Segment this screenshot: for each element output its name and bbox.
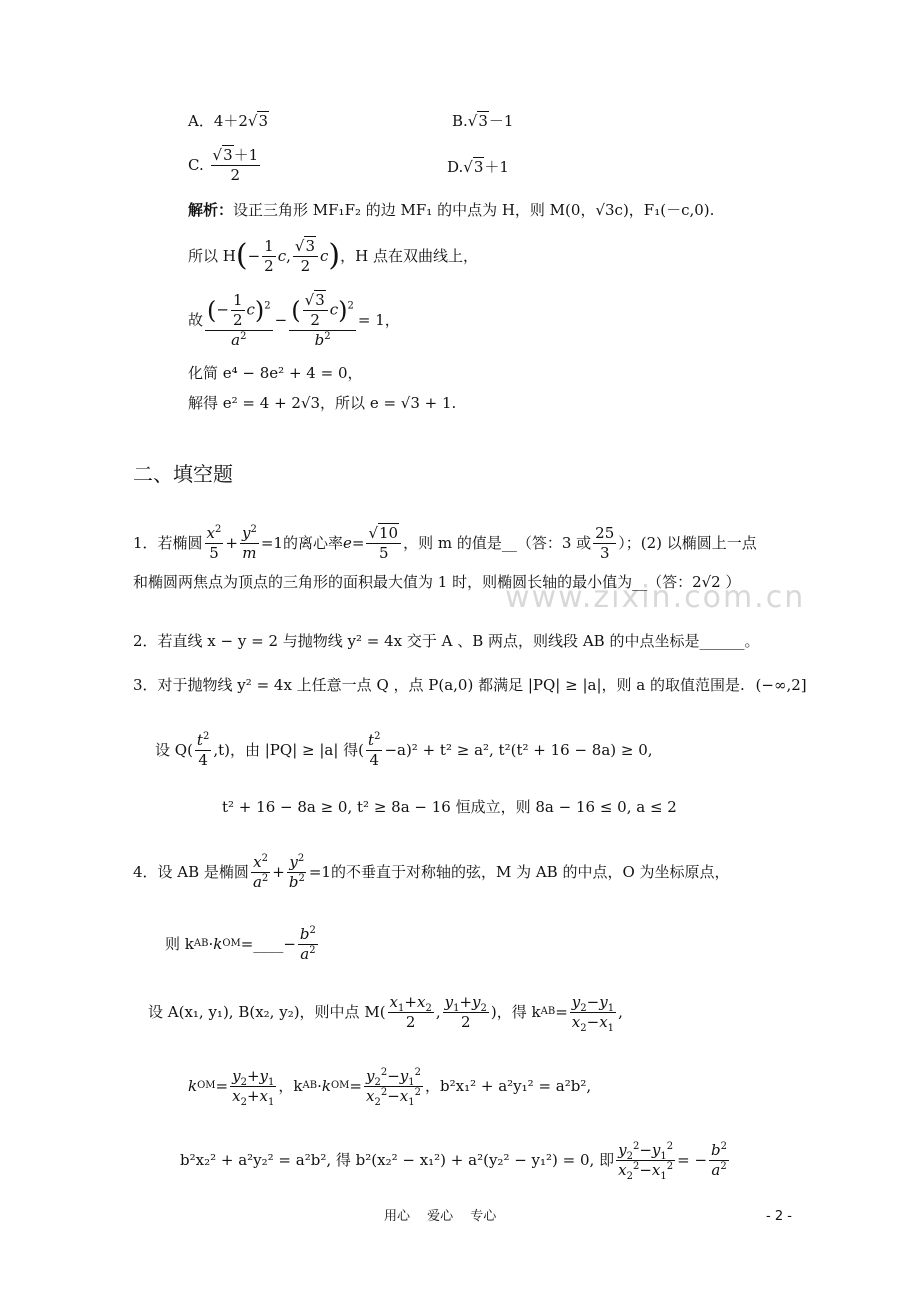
solution-line-1 (188, 203, 714, 218)
equation-fraction-left: (− $\frac{1}{2}$ c)$^2$ $a^2$ (207, 290, 271, 349)
solution-line-3: 故 (− $\frac{1}{2}$ c)$^2$ $a^2$ − ( $\frac{√3}{2}$ c)$^2$ $b^2$ = 1， (188, 290, 400, 349)
option-c-label: C. (188, 156, 204, 174)
q3-sol1-pre: 设 Q( (155, 740, 193, 759)
solution-text-3-post: = 1， (357, 310, 400, 329)
option-a: A．4＋2√3 (188, 112, 269, 130)
q4-solution-line-3: b²x₂² + a²y₂² = a²b², 得 b²(x₂² − x₁²) + a²(y₂² − y₁²) = 0, 即 $\frac{y_2^2-y_1^2}{x_2^2-x_1^2}$ = − $\frac{b^2}{a^2}$ (180, 1140, 728, 1182)
q4-solution-line-1: 设 A(x₁, y₁), B(x₂, y₂)，则中点 M( $\frac{x_1+x_2}{2}$ , $\frac{y_1+y_2}{2}$ )，得 k AB = $\frac{y_2-y_1}{x_2-x_1}$ , (148, 992, 623, 1034)
q1-line-1: 1．若椭圆 $\frac{x^2}{5}$ + $\frac{y^2}{m}$ =1 的离心率 e = $\frac{√10}{5}$ ，则 m 的值是__（答：3 或 $\frac{25}{3}$ ）；(2) 以椭圆上一点 (133, 523, 757, 562)
section-title: 二、填空题 (133, 462, 233, 486)
q1-line-2: 和椭圆两焦点为顶点的三角形的面积最大值为 1 时，则椭圆长轴的最小值为__（答：2√2 ） (133, 573, 741, 591)
q1-text-end: ）；(2) 以椭圆上一点 (618, 533, 757, 552)
q4-solution-line-2: k OM = $\frac{y_2+y_1}{x_2+x_1}$ ，k AB · k OM = $\frac{y_2^2-y_1^2}{x_2^2-x_1^2}$ ，b²x₁² + a²y₁² = a²b², (188, 1066, 592, 1108)
q3-sol1-post: ,t)，由 |PQ| ≥ |a| 得( (213, 740, 365, 759)
q4-sol3-pre: b²x₂² + a²y₂² = a²b², 得 b²(x₂² − x₁²) + a²(y₂² − y₁²) = 0, 即 (180, 1150, 615, 1169)
option-b: B.√3－1 (452, 112, 514, 130)
q3-sol1-end: −a)² + t² ≥ a², t²(t² + 16 − 8a) ≥ 0, (384, 740, 653, 759)
solution-label: 解析： (188, 201, 234, 219)
solution-line-4: 化简 e⁴ − 8e² + 4 = 0， (188, 364, 363, 382)
option-d-tail: ＋1 (484, 158, 509, 176)
q3-text: 3．对于抛物线 y² = 4x 上任意一点 Q ，点 P(a,0) 都满足 |PQ| ≥ |a|，则 a 的取值范围是. (133, 676, 745, 694)
q1-text-pre: 1．若椭圆 (133, 533, 203, 552)
option-c (188, 148, 262, 183)
q3-solution-line-1: 设 Q( $\frac{t^2}{4}$ ,t)，由 |PQ| ≥ |a| 得( $\frac{t^2}{4}$ −a)² + t² ≥ a², t²(t² + 16 − 8a) ≥ 0, (155, 730, 653, 769)
q3-solution-line-2: t² + 16 − 8a ≥ 0, t² ≥ 8a − 16 恒成立，则 8a − 16 ≤ 0, a ≤ 2 (222, 798, 677, 816)
option-b-radicand: 3 (478, 112, 488, 130)
solution-text-2-pre: 所以 H (188, 246, 236, 265)
solution-text-3-pre: 故 (188, 310, 204, 329)
q4-line-1: 4．设 AB 是椭圆 $\frac{x^2}{a^2}$ + $\frac{y^2}{b^2}$ =1 的不垂直于对称轴的弦，M 为 AB 的中点，O 为坐标原点， (133, 852, 730, 891)
footer-motto: 用心 爱心 专心 (384, 1209, 497, 1224)
q4-sol2-mid: ，k (278, 1076, 303, 1095)
option-b-label: B. (452, 112, 468, 130)
q2-line: 2．若直线 x − y = 2 与抛物线 y² = 4x 交于 A 、B 两点，则线段 AB 的中点坐标是______。 (133, 632, 760, 650)
solution-text-2-post: ，H 点在双曲线上， (340, 246, 478, 265)
page-number: - 2 - (766, 1209, 792, 1224)
option-c-fraction: $\frac{√3+1}{2}$ (212, 146, 259, 184)
solution-line-5: 解得 e² = 4 + 2√3，所以 e = √3 + 1. (188, 394, 457, 412)
q4-line2-pre: 则 k (165, 934, 194, 953)
option-c-radicand: 3 (223, 146, 233, 164)
q1-text-mid: 的离心率 (282, 533, 343, 552)
option-d-label: D. (447, 158, 464, 176)
option-d: D.√3＋1 (447, 158, 509, 176)
q4-text-pre: 4．设 AB 是椭圆 (133, 862, 249, 881)
q4-sol1-pre: 设 A(x₁, y₁), B(x₂, y₂)，则中点 M( (148, 1002, 386, 1021)
option-c-den: 2 (230, 166, 241, 184)
option-d-radicand: 3 (473, 158, 484, 176)
q4-sol2-post: ，b²x₁² + a²y₁² = a²b², (425, 1076, 592, 1095)
q3-line (133, 678, 807, 693)
q3-answer: (−∞,2] (755, 676, 807, 694)
q4-text-post: 的不垂直于对称轴的弦，M 为 AB 的中点，O 为坐标原点， (330, 862, 730, 881)
equation-fraction-right: ( $\frac{√3}{2}$ c)$^2$ $b^2$ (291, 290, 354, 349)
q4-sol1-post: )，得 k (490, 1002, 541, 1021)
option-a-text: A．4＋2 (188, 112, 248, 130)
q4-line2-blank: ____− (253, 934, 296, 953)
q4-line-2: 则 k AB · k OM = ____− $\frac{b^2}{a^2}$ (165, 924, 316, 963)
option-b-tail: －1 (488, 112, 514, 130)
q1-text-post: ，则 m 的值是__（答：3 或 (403, 533, 592, 552)
option-a-radicand: 3 (258, 112, 269, 130)
option-c-tail: ＋1 (233, 146, 259, 164)
solution-text-1: 设正三角形 MF₁F₂ 的边 MF₁ 的中点为 H，则 M(0，√3c)，F₁(－c,0). (233, 201, 715, 219)
watermark: www.zixin.com.cn (505, 580, 806, 615)
solution-line-2: 所以 H ( − $\frac{1}{2}$ c , $\frac{√3}{2}$ c ) ，H 点在双曲线上， (188, 236, 478, 275)
